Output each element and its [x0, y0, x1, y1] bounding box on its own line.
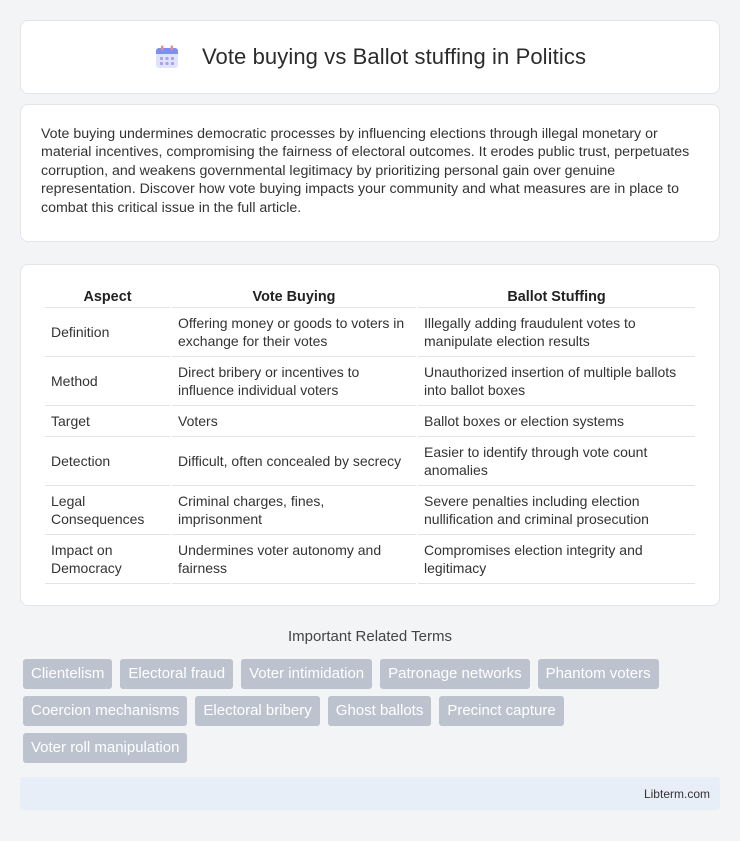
table-cell: Voters	[172, 408, 416, 437]
column-header-aspect: Aspect	[45, 287, 170, 308]
table-row	[45, 439, 695, 486]
table-cell: Ballot boxes or election systems	[418, 408, 695, 437]
page-title: Vote buying vs Ballot stuffing in Politics	[201, 44, 587, 69]
related-terms-title: Important Related Terms	[288, 628, 452, 645]
table-cell: Target	[45, 408, 170, 437]
related-term-tag[interactable]: Electoral bribery	[195, 696, 319, 726]
table-row	[45, 408, 695, 437]
table-row	[45, 310, 695, 357]
table-cell: Definition	[45, 310, 170, 357]
related-terms-list	[23, 659, 723, 763]
table-cell: Easier to identify through vote count anomalies	[418, 439, 695, 486]
related-term-tag[interactable]: Patronage networks	[380, 659, 529, 689]
footer	[20, 777, 720, 810]
table-header-row	[45, 287, 695, 308]
related-term-tag[interactable]: Voter roll manipulation	[23, 733, 187, 763]
table-cell: Compromises election integrity and legitimacy	[418, 537, 695, 584]
column-header-vote-buying: Vote Buying	[172, 287, 416, 308]
table-cell: Method	[45, 359, 170, 406]
table-row	[45, 359, 695, 406]
comparison-table	[43, 285, 697, 586]
column-header-ballot-stuffing: Ballot Stuffing	[418, 287, 695, 308]
footer-site-link[interactable]: Libterm.com	[643, 787, 710, 801]
table-row	[45, 537, 695, 584]
table-cell: Legal Consequences	[45, 488, 170, 535]
table-cell: Offering money or goods to voters in exchange for their votes	[172, 310, 416, 357]
related-term-tag[interactable]: Clientelism	[23, 659, 112, 689]
intro-paragraph: Vote buying undermines democratic processes by influencing elections through illegal monetary or material incentives, compromising the fairness of electoral outcomes. It erodes public trust, perpetuates corruption, and weakens governmental legitimacy by prioritizing personal gain over genuine representation. Discover how vote buying impacts your community and what measures are in place to combat this critical issue in the full article.	[41, 126, 690, 216]
table-cell: Unauthorized insertion of multiple ballots into ballot boxes	[418, 359, 695, 406]
intro-card	[20, 104, 720, 242]
related-term-tag[interactable]: Precinct capture	[439, 696, 563, 726]
table-cell: Undermines voter autonomy and fairness	[172, 537, 416, 584]
table-cell: Detection	[45, 439, 170, 486]
table-cell: Severe penalties including election nullification and criminal prosecution	[418, 488, 695, 535]
related-term-tag[interactable]: Ghost ballots	[328, 696, 432, 726]
header-card	[20, 20, 720, 94]
table-cell: Illegally adding fraudulent votes to manipulate election results	[418, 310, 695, 357]
related-term-tag[interactable]: Electoral fraud	[120, 659, 233, 689]
related-term-tag[interactable]: Coercion mechanisms	[23, 696, 187, 726]
comparison-table-card	[20, 264, 720, 606]
table-cell: Difficult, often concealed by secrecy	[172, 439, 416, 486]
table-row	[45, 488, 695, 535]
related-term-tag[interactable]: Phantom voters	[538, 659, 659, 689]
table-cell: Criminal charges, fines, imprisonment	[172, 488, 416, 535]
related-term-tag[interactable]: Voter intimidation	[241, 659, 372, 689]
table-cell: Direct bribery or incentives to influence individual voters	[172, 359, 416, 406]
table-cell: Impact on Democracy	[45, 537, 170, 584]
calendar-icon	[154, 44, 180, 70]
